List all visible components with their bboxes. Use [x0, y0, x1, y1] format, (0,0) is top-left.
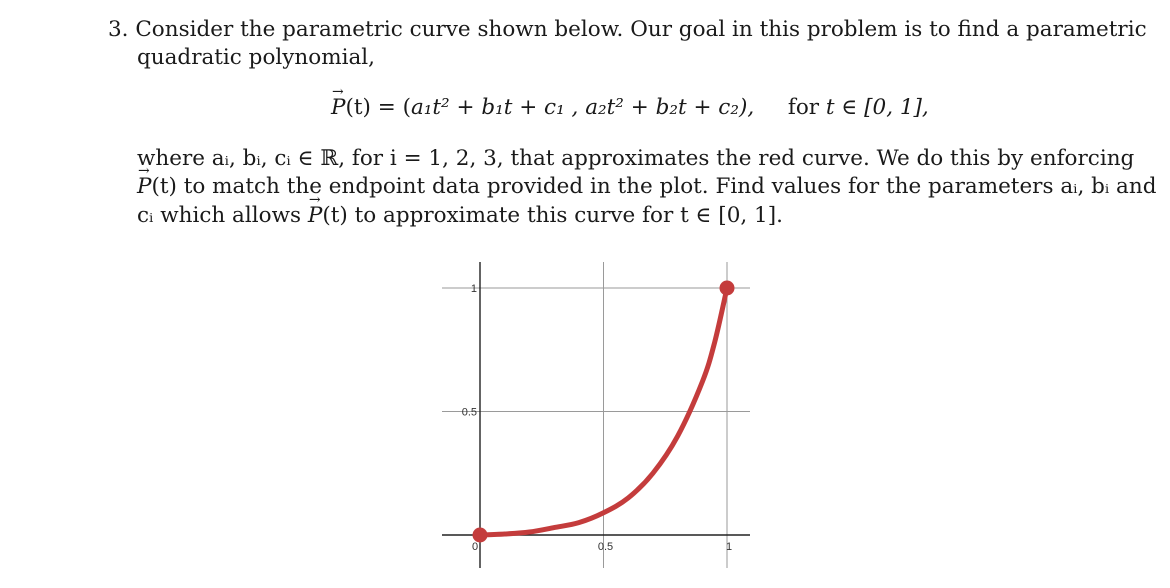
where-text-3-pre: cᵢ which allows: [137, 203, 302, 228]
equation-for: for: [787, 95, 820, 120]
where-text-1: where aᵢ, bᵢ, cᵢ ∈ ℝ, for i = 1, 2, 3, that approximates the red curve. We do this by enforcing: [137, 146, 1135, 171]
where-text-3-post: (t) to approximate this curve for t ∈ [0, 1].: [322, 203, 783, 228]
plot-ticks: [462, 283, 732, 553]
problem-number: 3.: [108, 17, 129, 42]
y-tick-label: 0.5: [461, 406, 477, 419]
y-tick-label: 1: [470, 283, 477, 295]
x-tick-label: 0: [472, 541, 479, 553]
x-tick-label: 1: [725, 541, 733, 553]
plot-axes: [442, 262, 750, 568]
endpoint-marker: [473, 528, 488, 543]
plot-grid: [442, 262, 750, 568]
intro-text-2: quadratic polynomial,: [137, 45, 375, 70]
intro-text-1: Consider the parametric curve shown below. Our goal in this problem is to find a parametric: [135, 17, 1147, 42]
equation-domain: t ∈ [0, 1],: [825, 95, 929, 120]
equation-lhs-arg: (t) = (: [345, 95, 411, 120]
vector-p-3: → P: [308, 205, 322, 227]
endpoint-marker: [720, 281, 735, 296]
equation-body: a₁t² + b₁t + c₁ , a₂t² + b₂t + c₂),: [410, 95, 755, 120]
vector-p: → P: [331, 97, 345, 119]
x-tick-label: 0.5: [597, 541, 614, 553]
vector-p-2: → P: [137, 176, 151, 198]
where-text-2: (t) to match the endpoint data provided in the plot. Find values for the parameters aᵢ, bᵢ and: [151, 174, 1157, 199]
